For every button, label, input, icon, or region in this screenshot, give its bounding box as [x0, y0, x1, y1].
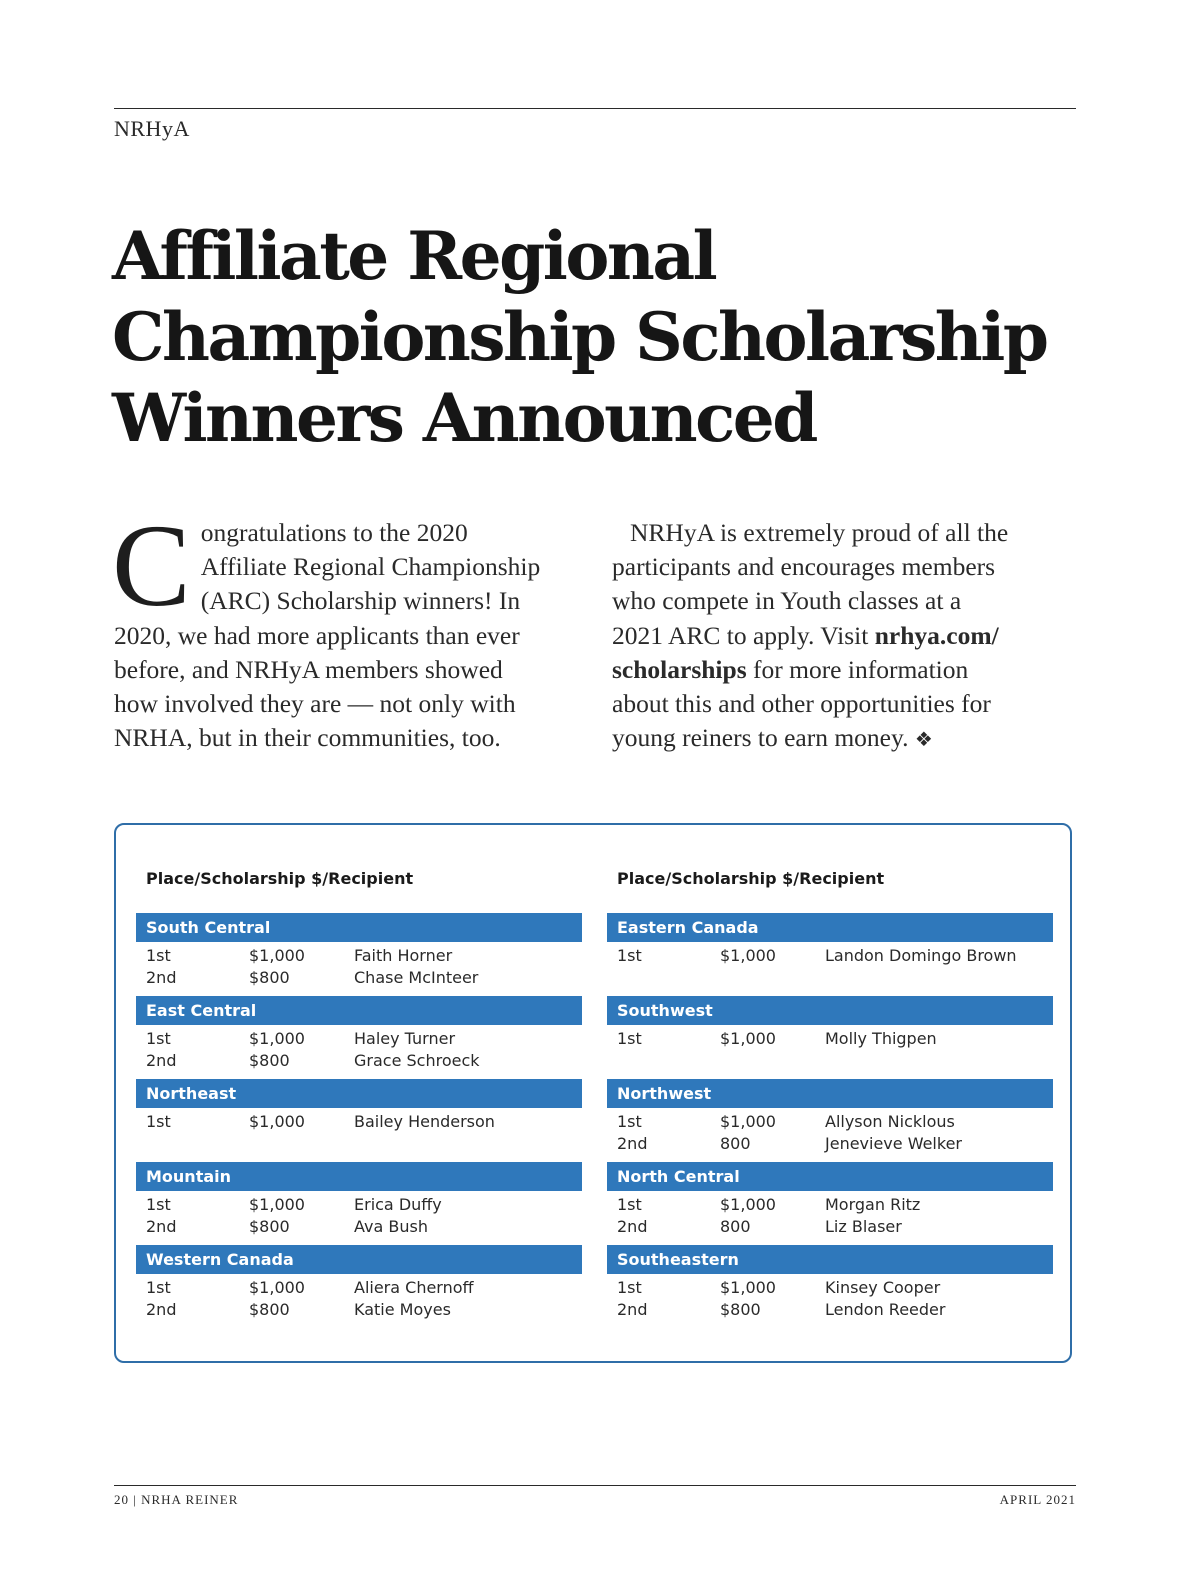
table-row: [607, 1299, 1053, 1321]
recipient-cell: Bailey Henderson: [354, 1112, 495, 1131]
table-row: [607, 945, 1053, 967]
body-line: participants and encourages members: [612, 552, 996, 582]
amount-cell: $800: [249, 1299, 290, 1319]
body-line: ongratulations to the 2020: [200, 518, 468, 547]
region-band: Southwest: [607, 996, 1053, 1025]
body-line: NRHyA is extremely proud of all the: [630, 518, 1009, 547]
recipient-cell: Jenevieve Welker: [825, 1133, 962, 1153]
recipient-cell: Ava Bush: [354, 1216, 428, 1236]
body-line: (ARC) Scholarship winners! In: [200, 586, 521, 616]
footer-folio: 20 | NRHA REINER: [114, 1492, 239, 1507]
body-line: before, and NRHyA members showed: [114, 654, 503, 684]
region-band: South Central: [136, 913, 582, 942]
place-cell: 1st: [146, 1278, 171, 1297]
place-cell: 1st: [146, 1112, 171, 1131]
recipient-cell: Morgan Ritz: [825, 1195, 921, 1214]
recipient-cell: Kinsey Cooper: [825, 1278, 941, 1297]
place-cell: 2nd: [146, 967, 177, 987]
region-band: Northwest: [607, 1079, 1053, 1108]
body-column-right: [612, 516, 1072, 757]
scholarship-table-box: [114, 823, 1072, 1363]
column-header: Place/Scholarship $/Recipient: [146, 869, 414, 888]
region-group: [136, 913, 582, 996]
table-row: [607, 1194, 1053, 1216]
place-cell: 2nd: [617, 1133, 648, 1153]
scholarship-link[interactable]: nrhya.com/: [874, 620, 999, 650]
amount-cell: $1,000: [249, 1112, 305, 1131]
closing-paragraph: [612, 516, 1072, 757]
amount-cell: $1,000: [720, 946, 776, 965]
amount-cell: $1,000: [249, 946, 305, 965]
region-group: [136, 1162, 582, 1245]
amount-cell: $1,000: [249, 1029, 305, 1048]
place-cell: 1st: [617, 1278, 642, 1297]
region-group: [136, 996, 582, 1079]
headline-line: Affiliate Regional: [112, 217, 716, 295]
region-group: [136, 1245, 582, 1328]
body-column-left: [112, 500, 574, 755]
amount-cell: $1,000: [249, 1278, 305, 1297]
footer-date: APRIL 2021: [999, 1492, 1076, 1507]
amount-cell: $800: [720, 1299, 761, 1319]
amount-cell: 800: [720, 1216, 751, 1236]
place-cell: 2nd: [146, 1299, 177, 1319]
recipient-cell: Allyson Nicklous: [825, 1112, 955, 1131]
body-line: about this and other opportunities for: [612, 689, 991, 719]
amount-cell: $800: [249, 967, 290, 987]
region-band: Western Canada: [136, 1245, 582, 1274]
recipient-cell: Faith Horner: [354, 946, 453, 965]
column-header: Place/Scholarship $/Recipient: [617, 869, 885, 888]
place-cell: 1st: [146, 1195, 171, 1214]
body-line: 2021 ARC to apply. Visit nrhya.com/: [612, 620, 999, 650]
recipient-cell: Liz Blaser: [825, 1216, 902, 1236]
region-band: North Central: [607, 1162, 1053, 1191]
body-line: how involved they are — not only with: [114, 689, 516, 719]
amount-cell: $1,000: [720, 1112, 776, 1131]
region-band: East Central: [136, 996, 582, 1025]
region-band: Southeastern: [607, 1245, 1053, 1274]
top-rule: [114, 108, 1076, 109]
table-row: [136, 945, 582, 967]
table-row: [136, 967, 582, 989]
region-groups: [607, 913, 1053, 1328]
region-group: [136, 1079, 582, 1162]
region-groups: [136, 913, 582, 1328]
table-row: [607, 1277, 1053, 1299]
table-row: [136, 1216, 582, 1238]
end-mark-icon: ❖: [914, 729, 933, 752]
body-line: 2020, we had more applicants than ever: [114, 620, 520, 650]
table-row: [136, 1050, 582, 1072]
region-group: [607, 996, 1053, 1079]
headline-line: Championship Scholarship: [112, 298, 1047, 376]
body-line: Affiliate Regional Championship: [200, 552, 541, 582]
headline: [112, 216, 1082, 459]
recipient-cell: Haley Turner: [354, 1029, 456, 1048]
amount-cell: $800: [249, 1216, 290, 1236]
place-cell: 1st: [617, 1029, 642, 1048]
region-band: Mountain: [136, 1162, 582, 1191]
place-cell: 1st: [617, 946, 642, 965]
recipient-cell: Grace Schroeck: [354, 1050, 480, 1070]
table-row: [136, 1194, 582, 1216]
place-cell: 2nd: [617, 1299, 648, 1319]
body-line: scholarships for more information: [612, 654, 969, 684]
intro-paragraph: [112, 500, 574, 755]
body-line: young reiners to earn money. ❖: [612, 723, 933, 753]
region-group: [607, 913, 1053, 996]
recipient-cell: Aliera Chernoff: [354, 1278, 474, 1297]
table-row: [607, 1028, 1053, 1050]
recipient-cell: Katie Moyes: [354, 1299, 451, 1319]
table-row: [607, 1216, 1053, 1238]
amount-cell: $1,000: [249, 1195, 305, 1214]
table-row: [136, 1299, 582, 1321]
region-group: [607, 1245, 1053, 1328]
place-cell: 1st: [617, 1195, 642, 1214]
table-column-left: [136, 869, 582, 1328]
amount-cell: 800: [720, 1133, 751, 1153]
headline-line: Winners Announced: [112, 379, 816, 457]
body-line: NRHA, but in their communities, too.: [114, 723, 501, 753]
table-row: [136, 1277, 582, 1299]
drop-cap: C: [112, 500, 191, 631]
recipient-cell: Lendon Reeder: [825, 1299, 946, 1319]
place-cell: 2nd: [146, 1050, 177, 1070]
recipient-cell: Erica Duffy: [354, 1195, 442, 1214]
region-band: Eastern Canada: [607, 913, 1053, 942]
amount-cell: $1,000: [720, 1278, 776, 1297]
recipient-cell: Molly Thigpen: [825, 1029, 937, 1048]
region-group: [607, 1162, 1053, 1245]
scholarship-link-cont[interactable]: scholarships: [612, 654, 747, 684]
place-cell: 1st: [146, 946, 171, 965]
table-row: [136, 1111, 582, 1133]
table-row: [136, 1028, 582, 1050]
body-line: who compete in Youth classes at a: [612, 586, 962, 616]
recipient-cell: Landon Domingo Brown: [825, 946, 1017, 965]
place-cell: 1st: [146, 1029, 171, 1048]
section-label: NRHyA: [114, 116, 190, 141]
place-cell: 2nd: [617, 1216, 648, 1236]
amount-cell: $800: [249, 1050, 290, 1070]
recipient-cell: Chase McInteer: [354, 967, 479, 987]
table-row: [607, 1133, 1053, 1155]
amount-cell: $1,000: [720, 1195, 776, 1214]
table-row: [607, 1111, 1053, 1133]
region-group: [607, 1079, 1053, 1162]
bottom-rule: [114, 1485, 1076, 1486]
place-cell: 2nd: [146, 1216, 177, 1236]
region-band: Northeast: [136, 1079, 582, 1108]
amount-cell: $1,000: [720, 1029, 776, 1048]
place-cell: 1st: [617, 1112, 642, 1131]
table-column-right: [607, 869, 1053, 1328]
